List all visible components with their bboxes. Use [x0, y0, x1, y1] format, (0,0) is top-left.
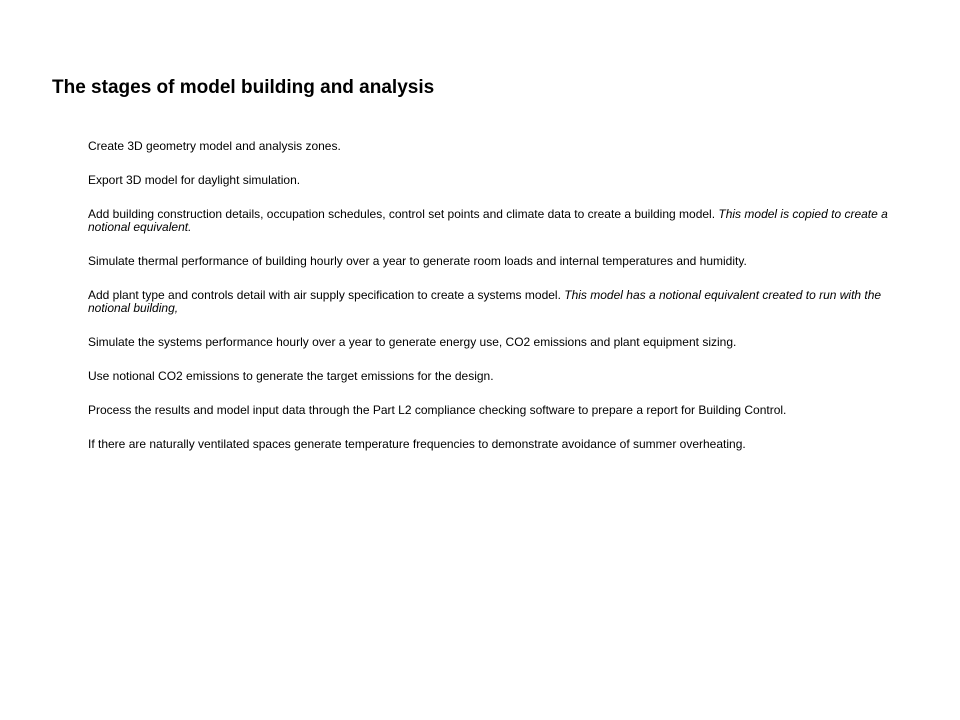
stage-text: Add building construction details, occupation schedules, control set points and climate data to create a building model. [88, 207, 719, 221]
stage-item-1 [88, 140, 888, 153]
stage-item-2 [88, 174, 888, 187]
stage-note: This model has a notional equivalent created to run with the notional building, [88, 288, 882, 315]
stage-text: Simulate thermal performance of building hourly over a year to generate room loads and internal temperatures and humidity. [88, 254, 747, 268]
stage-text: Process the results and model input data through the Part L2 compliance checking software to prepare a report for Building Control. [88, 403, 787, 417]
stage-note: This model is copied to create a notional equivalent. [88, 207, 888, 234]
stage-text: If there are naturally ventilated spaces generate temperature frequencies to demonstrate avoidance of summer overheating. [88, 437, 746, 451]
stage-text: Use notional CO2 emissions to generate the target emissions for the design. [88, 369, 494, 383]
stage-item-7 [88, 370, 888, 383]
stage-text: Add plant type and controls detail with air supply specification to create a systems model. [88, 288, 565, 302]
stage-text: Create 3D geometry model and analysis zones. [88, 139, 341, 153]
stage-item-4 [88, 255, 888, 268]
stage-item-9 [88, 438, 888, 451]
slide-title: The stages of model building and analysis [52, 77, 435, 98]
stage-text: Simulate the systems performance hourly over a year to generate energy use, CO2 emissions and plant equipment sizing. [88, 335, 737, 349]
stage-item-8 [88, 404, 888, 417]
stages-list [88, 140, 888, 451]
stage-text: Export 3D model for daylight simulation. [88, 173, 301, 187]
stage-item-5 [88, 289, 888, 315]
stage-item-3 [88, 208, 888, 234]
stage-item-6 [88, 336, 888, 349]
